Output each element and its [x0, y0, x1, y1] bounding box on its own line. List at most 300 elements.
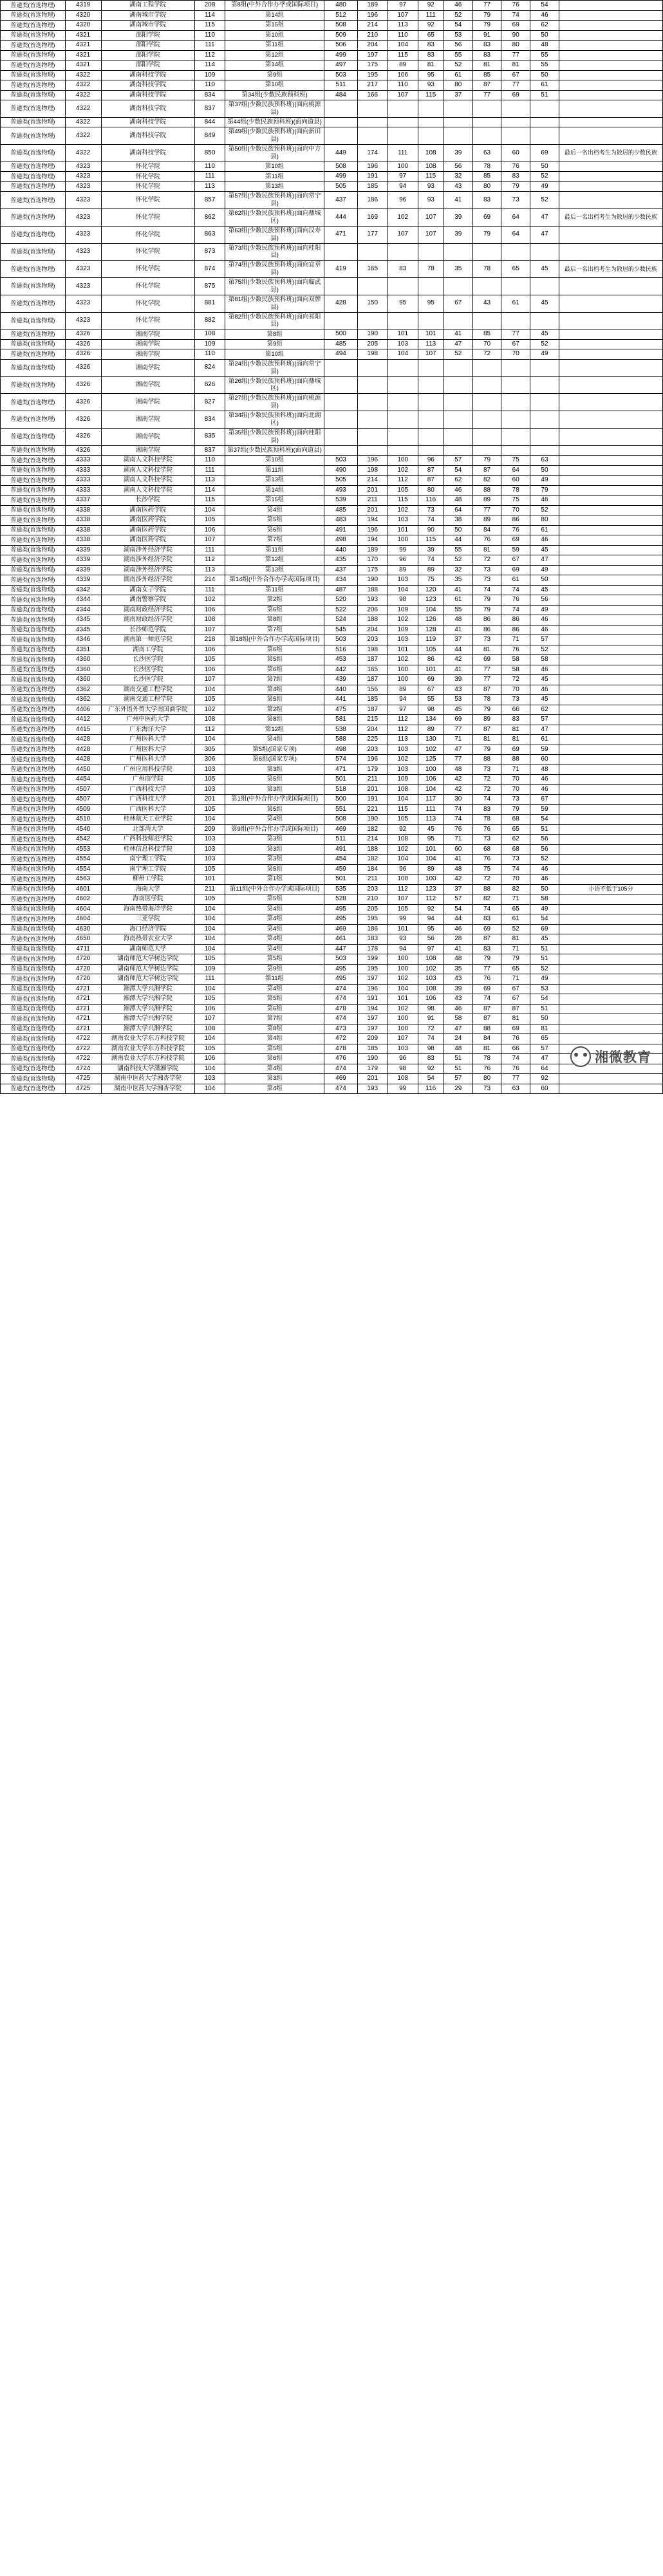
cell-group-code: 201: [194, 795, 225, 805]
cell-school-name: 海南医学院: [101, 894, 194, 905]
cell-n4: 115: [418, 535, 444, 546]
cell-n7: 65: [501, 824, 530, 835]
cell-n7: [501, 243, 530, 261]
cell-group-code: 105: [194, 1044, 225, 1054]
cell-n3: 103: [388, 575, 418, 586]
cell-remark: [559, 162, 662, 172]
cell-n6: [472, 127, 501, 145]
cell-school-code: 4326: [65, 359, 101, 376]
cell-n3: 101: [388, 525, 418, 535]
cell-school-name: 怀化学院: [101, 278, 194, 295]
cell-n5: 43: [444, 181, 472, 192]
cell-n8: 55: [530, 60, 559, 71]
cell-n3: 102: [388, 209, 418, 227]
cell-n5: 41: [444, 625, 472, 635]
cell-n1: [324, 127, 357, 145]
cell-n8: 46: [530, 535, 559, 546]
cell-n5: 47: [444, 1024, 472, 1034]
cell-group-code: 881: [194, 295, 225, 312]
table-row: [1, 804, 663, 815]
cell-n6: 76: [472, 535, 501, 546]
cell-remark: [559, 804, 662, 815]
table-row: [1, 1, 663, 11]
cell-group-name: 第4组: [225, 934, 324, 945]
cell-remark: [559, 60, 662, 71]
cell-n1: 439: [324, 675, 357, 685]
cell-n1: 487: [324, 585, 357, 595]
cell-group-name: 第49组(少数民族预科班)(面向新田县): [225, 127, 324, 145]
cell-n1: 494: [324, 349, 357, 360]
cell-n1: 483: [324, 515, 357, 526]
table-row: [1, 615, 663, 625]
cell-group-name: 第2组: [225, 595, 324, 606]
cell-n2: 206: [357, 605, 388, 615]
cell-n4: 101: [418, 329, 444, 340]
cell-school-code: 4323: [65, 243, 101, 261]
cell-school-name: 湘南学院: [101, 428, 194, 445]
cell-category: 普通类(首选物理): [1, 445, 66, 456]
cell-n6: 79: [472, 705, 501, 715]
cell-n7: 65: [501, 904, 530, 914]
cell-n8: [530, 359, 559, 376]
cell-n4: 125: [418, 755, 444, 765]
cell-n2: 204: [357, 725, 388, 735]
cell-n8: 47: [530, 209, 559, 227]
cell-n4: 92: [418, 904, 444, 914]
cell-category: 普通类(首选物理): [1, 90, 66, 100]
table-row: [1, 376, 663, 394]
table-row: [1, 555, 663, 566]
cell-school-name: 长沙医学院: [101, 675, 194, 685]
cell-n8: 52: [530, 855, 559, 865]
cell-n2: 165: [357, 261, 388, 278]
cell-n6: 79: [472, 10, 501, 21]
cell-category: 普通类(首选物理): [1, 545, 66, 555]
cell-n6: 79: [472, 595, 501, 606]
cell-school-code: 4333: [65, 456, 101, 466]
cell-n2: [357, 376, 388, 394]
cell-n1: 501: [324, 875, 357, 885]
cell-group-name: 第12组: [225, 555, 324, 566]
cell-n1: 449: [324, 145, 357, 162]
cell-category: 普通类(首选物理): [1, 295, 66, 312]
cell-n8: 46: [530, 864, 559, 875]
cell-n7: 83: [501, 172, 530, 182]
cell-n2: [357, 445, 388, 456]
cell-n3: 104: [388, 585, 418, 595]
cell-school-code: 4720: [65, 954, 101, 965]
cell-n4: 107: [418, 209, 444, 227]
table-row: [1, 994, 663, 1005]
cell-n6: [472, 359, 501, 376]
cell-n8: 64: [530, 1064, 559, 1074]
cell-n8: 49: [530, 904, 559, 914]
cell-n8: 81: [530, 1024, 559, 1034]
cell-n1: 495: [324, 914, 357, 925]
cell-n7: 73: [501, 695, 530, 705]
table-row: [1, 90, 663, 100]
cell-school-code: 4360: [65, 665, 101, 675]
table-row: [1, 824, 663, 835]
cell-n4: 74: [418, 1034, 444, 1044]
cell-category: 普通类(首选物理): [1, 665, 66, 675]
cell-n2: 179: [357, 1064, 388, 1074]
cell-group-name: 第75组(少数民族预科班)(面向临武县): [225, 278, 324, 295]
table-row: [1, 1044, 663, 1054]
cell-remark: [559, 635, 662, 645]
cell-school-name: 湖南医药学院: [101, 505, 194, 515]
cell-remark: [559, 485, 662, 496]
cell-n6: 88: [472, 884, 501, 894]
cell-n7: 81: [501, 1014, 530, 1024]
cell-n7: 87: [501, 1004, 530, 1014]
cell-n4: 93: [418, 80, 444, 91]
cell-n4: 75: [418, 575, 444, 586]
table-row: [1, 855, 663, 865]
cell-group-code: 115: [194, 496, 225, 506]
cell-n7: 76: [501, 162, 530, 172]
table-row: [1, 764, 663, 775]
cell-remark: [559, 445, 662, 456]
cell-group-code: 109: [194, 964, 225, 974]
cell-group-name: 第9组: [225, 964, 324, 974]
cell-n4: 83: [418, 50, 444, 60]
table-row: [1, 456, 663, 466]
cell-n5: 51: [444, 1054, 472, 1064]
cell-remark: [559, 10, 662, 21]
table-row: [1, 954, 663, 965]
cell-n6: 69: [472, 984, 501, 994]
cell-n5: 48: [444, 1044, 472, 1054]
cell-n5: 32: [444, 172, 472, 182]
cell-n6: 73: [472, 1084, 501, 1094]
cell-remark: [559, 394, 662, 411]
cell-n5: 51: [444, 1064, 472, 1074]
cell-n2: 190: [357, 329, 388, 340]
cell-n5: 37: [444, 90, 472, 100]
cell-n3: 103: [388, 515, 418, 526]
cell-n6: 73: [472, 764, 501, 775]
cell-n1: 461: [324, 934, 357, 945]
cell-school-name: 湘潭大学兴湘学院: [101, 1024, 194, 1034]
cell-school-code: 4650: [65, 934, 101, 945]
cell-category: 普通类(首选物理): [1, 243, 66, 261]
cell-n8: 48: [530, 41, 559, 51]
cell-group-code: 104: [194, 934, 225, 945]
cell-n5: 37: [444, 884, 472, 894]
cell-remark: [559, 80, 662, 91]
cell-n4: 65: [418, 30, 444, 41]
cell-group-code: 110: [194, 162, 225, 172]
cell-n1: 474: [324, 984, 357, 994]
cell-school-code: 4333: [65, 485, 101, 496]
cell-n8: 47: [530, 1054, 559, 1064]
cell-n3: 108: [388, 784, 418, 795]
cell-n3: 107: [388, 226, 418, 243]
cell-school-name: 广西科技大学: [101, 795, 194, 805]
cell-remark: [559, 476, 662, 486]
cell-n7: 52: [501, 924, 530, 934]
cell-n1: 490: [324, 465, 357, 476]
cell-n6: 85: [472, 172, 501, 182]
cell-n3: 112: [388, 884, 418, 894]
cell-group-name: 第8组: [225, 1024, 324, 1034]
cell-group-code: 106: [194, 1054, 225, 1064]
cell-school-code: 4507: [65, 795, 101, 805]
cell-n8: [530, 376, 559, 394]
cell-group-name: 第5组(国家专项): [225, 745, 324, 755]
cell-n4: 73: [418, 505, 444, 515]
cell-n3: 98: [388, 595, 418, 606]
cell-group-code: 114: [194, 60, 225, 71]
cell-n8: 45: [530, 695, 559, 705]
cell-n6: 87: [472, 725, 501, 735]
cell-group-name: 第5组: [225, 1044, 324, 1054]
cell-school-name: 湘潭大学兴湘学院: [101, 994, 194, 1005]
cell-n6: 72: [472, 555, 501, 566]
cell-n1: 581: [324, 715, 357, 725]
cell-group-name: 第11组: [225, 585, 324, 595]
cell-n1: 474: [324, 994, 357, 1005]
cell-n1: 480: [324, 1, 357, 11]
cell-remark: [559, 312, 662, 329]
cell-category: 普通类(首选物理): [1, 815, 66, 825]
cell-n1: 497: [324, 60, 357, 71]
cell-n4: [418, 445, 444, 456]
cell-group-code: 108: [194, 329, 225, 340]
cell-category: 普通类(首选物理): [1, 349, 66, 360]
cell-remark: [559, 934, 662, 945]
cell-n5: 46: [444, 924, 472, 934]
cell-n5: 71: [444, 735, 472, 745]
cell-school-code: 4322: [65, 127, 101, 145]
cell-n3: 108: [388, 835, 418, 845]
cell-n3: [388, 411, 418, 429]
cell-school-name: 湖南城市学院: [101, 21, 194, 31]
table-row: [1, 1034, 663, 1044]
cell-school-name: 怀化学院: [101, 172, 194, 182]
cell-n3: 103: [388, 745, 418, 755]
cell-n3: 102: [388, 1004, 418, 1014]
cell-n8: 58: [530, 894, 559, 905]
cell-school-code: 4721: [65, 994, 101, 1005]
cell-school-code: 4323: [65, 209, 101, 227]
table-row: [1, 695, 663, 705]
cell-category: 普通类(首选物理): [1, 261, 66, 278]
cell-group-code: 108: [194, 615, 225, 625]
cell-n3: 96: [388, 1054, 418, 1064]
cell-n3: 97: [388, 172, 418, 182]
cell-n2: [357, 359, 388, 376]
cell-n3: 102: [388, 655, 418, 665]
cell-n4: [418, 117, 444, 127]
cell-remark: [559, 1024, 662, 1034]
cell-group-code: 103: [194, 784, 225, 795]
cell-n3: 94: [388, 695, 418, 705]
cell-n4: 95: [418, 295, 444, 312]
cell-group-code: 105: [194, 775, 225, 785]
cell-n6: 78: [472, 162, 501, 172]
cell-n3: 89: [388, 565, 418, 575]
cell-n7: 74: [501, 864, 530, 875]
cell-n5: [444, 117, 472, 127]
table-row: [1, 635, 663, 645]
cell-n6: 81: [472, 1044, 501, 1054]
cell-category: 普通类(首选物理): [1, 10, 66, 21]
cell-group-code: 824: [194, 359, 225, 376]
cell-school-code: 4540: [65, 824, 101, 835]
cell-n7: 77: [501, 80, 530, 91]
cell-remark: [559, 1054, 662, 1064]
cell-n7: [501, 127, 530, 145]
cell-n2: 197: [357, 1024, 388, 1034]
cell-n2: 188: [357, 615, 388, 625]
cell-group-name: 第6组: [225, 605, 324, 615]
cell-n2: 197: [357, 1014, 388, 1024]
cell-n8: 50: [530, 884, 559, 894]
cell-group-name: 第7组: [225, 675, 324, 685]
cell-school-code: 4326: [65, 428, 101, 445]
cell-n7: 76: [501, 1064, 530, 1074]
cell-school-code: 4360: [65, 655, 101, 665]
cell-n2: 186: [357, 924, 388, 934]
cell-n6: 83: [472, 50, 501, 60]
cell-n3: 115: [388, 50, 418, 60]
cell-n4: 97: [418, 944, 444, 954]
cell-group-code: 109: [194, 339, 225, 349]
cell-group-name: 第9组: [225, 70, 324, 80]
cell-school-code: 4338: [65, 535, 101, 546]
cell-group-code: 105: [194, 695, 225, 705]
cell-category: 普通类(首选物理): [1, 411, 66, 429]
cell-n5: 61: [444, 70, 472, 80]
cell-n3: [388, 376, 418, 394]
cell-n6: 84: [472, 1034, 501, 1044]
table-row: [1, 1054, 663, 1064]
cell-n3: 102: [388, 755, 418, 765]
cell-n1: 437: [324, 565, 357, 575]
cell-school-name: 湖南师范大学树达学院: [101, 974, 194, 985]
table-row: [1, 162, 663, 172]
table-row: [1, 261, 663, 278]
cell-remark: [559, 745, 662, 755]
cell-group-code: 218: [194, 635, 225, 645]
cell-n3: 110: [388, 80, 418, 91]
cell-n4: 102: [418, 745, 444, 755]
cell-remark: [559, 496, 662, 506]
table-row: [1, 30, 663, 41]
cell-n7: 71: [501, 944, 530, 954]
cell-group-name: 第12组: [225, 725, 324, 735]
cell-category: 普通类(首选物理): [1, 456, 66, 466]
cell-n1: 516: [324, 645, 357, 655]
cell-n5: 54: [444, 21, 472, 31]
cell-n3: 108: [388, 1074, 418, 1084]
cell-category: 普通类(首选物理): [1, 209, 66, 227]
cell-group-code: 104: [194, 904, 225, 914]
cell-n4: 108: [418, 162, 444, 172]
cell-n3: 107: [388, 894, 418, 905]
cell-n4: 81: [418, 60, 444, 71]
cell-school-code: 4721: [65, 1004, 101, 1014]
cell-n5: 77: [444, 755, 472, 765]
cell-category: 普通类(首选物理): [1, 855, 66, 865]
cell-n1: 454: [324, 855, 357, 865]
cell-school-name: 柳州工学院: [101, 875, 194, 885]
cell-school-name: 湘南学院: [101, 394, 194, 411]
table-row: [1, 243, 663, 261]
cell-n2: 195: [357, 964, 388, 974]
cell-group-code: 105: [194, 655, 225, 665]
cell-category: 普通类(首选物理): [1, 1074, 66, 1084]
cell-category: 普通类(首选物理): [1, 575, 66, 586]
cell-category: 普通类(首选物理): [1, 994, 66, 1005]
cell-n3: 96: [388, 555, 418, 566]
cell-n8: 46: [530, 685, 559, 695]
cell-group-name: 第11组: [225, 465, 324, 476]
table-row: [1, 465, 663, 476]
cell-n2: 165: [357, 665, 388, 675]
cell-n6: 77: [472, 90, 501, 100]
cell-group-name: 第82组(少数民族预科班)(面向祁阳县): [225, 312, 324, 329]
cell-n4: 107: [418, 226, 444, 243]
table-row: [1, 485, 663, 496]
cell-n7: 71: [501, 635, 530, 645]
cell-n4: [418, 127, 444, 145]
cell-school-code: 4725: [65, 1074, 101, 1084]
cell-category: 普通类(首选物理): [1, 100, 66, 118]
cell-school-code: 4323: [65, 312, 101, 329]
cell-n7: 64: [501, 465, 530, 476]
cell-group-name: 第14组: [225, 60, 324, 71]
cell-n6: 87: [472, 685, 501, 695]
cell-group-code: 107: [194, 535, 225, 546]
cell-category: 普通类(首选物理): [1, 904, 66, 914]
cell-n1: 551: [324, 804, 357, 815]
table-row: [1, 359, 663, 376]
cell-n6: 87: [472, 1004, 501, 1014]
cell-school-name: 邵阳学院: [101, 41, 194, 51]
cell-n1: 511: [324, 835, 357, 845]
cell-school-code: 4321: [65, 41, 101, 51]
cell-school-name: 湖南涉外经济学院: [101, 565, 194, 575]
cell-n5: [444, 243, 472, 261]
cell-n7: 58: [501, 655, 530, 665]
cell-n6: 89: [472, 515, 501, 526]
cell-n2: [357, 428, 388, 445]
cell-n2: [357, 243, 388, 261]
cell-group-code: 111: [194, 974, 225, 985]
cell-n1: 498: [324, 745, 357, 755]
cell-n4: [418, 411, 444, 429]
cell-n2: [357, 127, 388, 145]
cell-n7: 83: [501, 715, 530, 725]
cell-n4: 107: [418, 349, 444, 360]
cell-school-code: 4322: [65, 90, 101, 100]
cell-n3: 96: [388, 864, 418, 875]
cell-group-code: 106: [194, 645, 225, 655]
cell-n4: 102: [418, 964, 444, 974]
cell-n2: 221: [357, 804, 388, 815]
cell-n4: 98: [418, 1044, 444, 1054]
cell-remark: [559, 625, 662, 635]
cell-n5: 37: [444, 635, 472, 645]
cell-n4: 69: [418, 675, 444, 685]
cell-n2: 196: [357, 456, 388, 466]
cell-n4: 54: [418, 1074, 444, 1084]
cell-group-name: 第11组: [225, 545, 324, 555]
cell-n7: 81: [501, 725, 530, 735]
